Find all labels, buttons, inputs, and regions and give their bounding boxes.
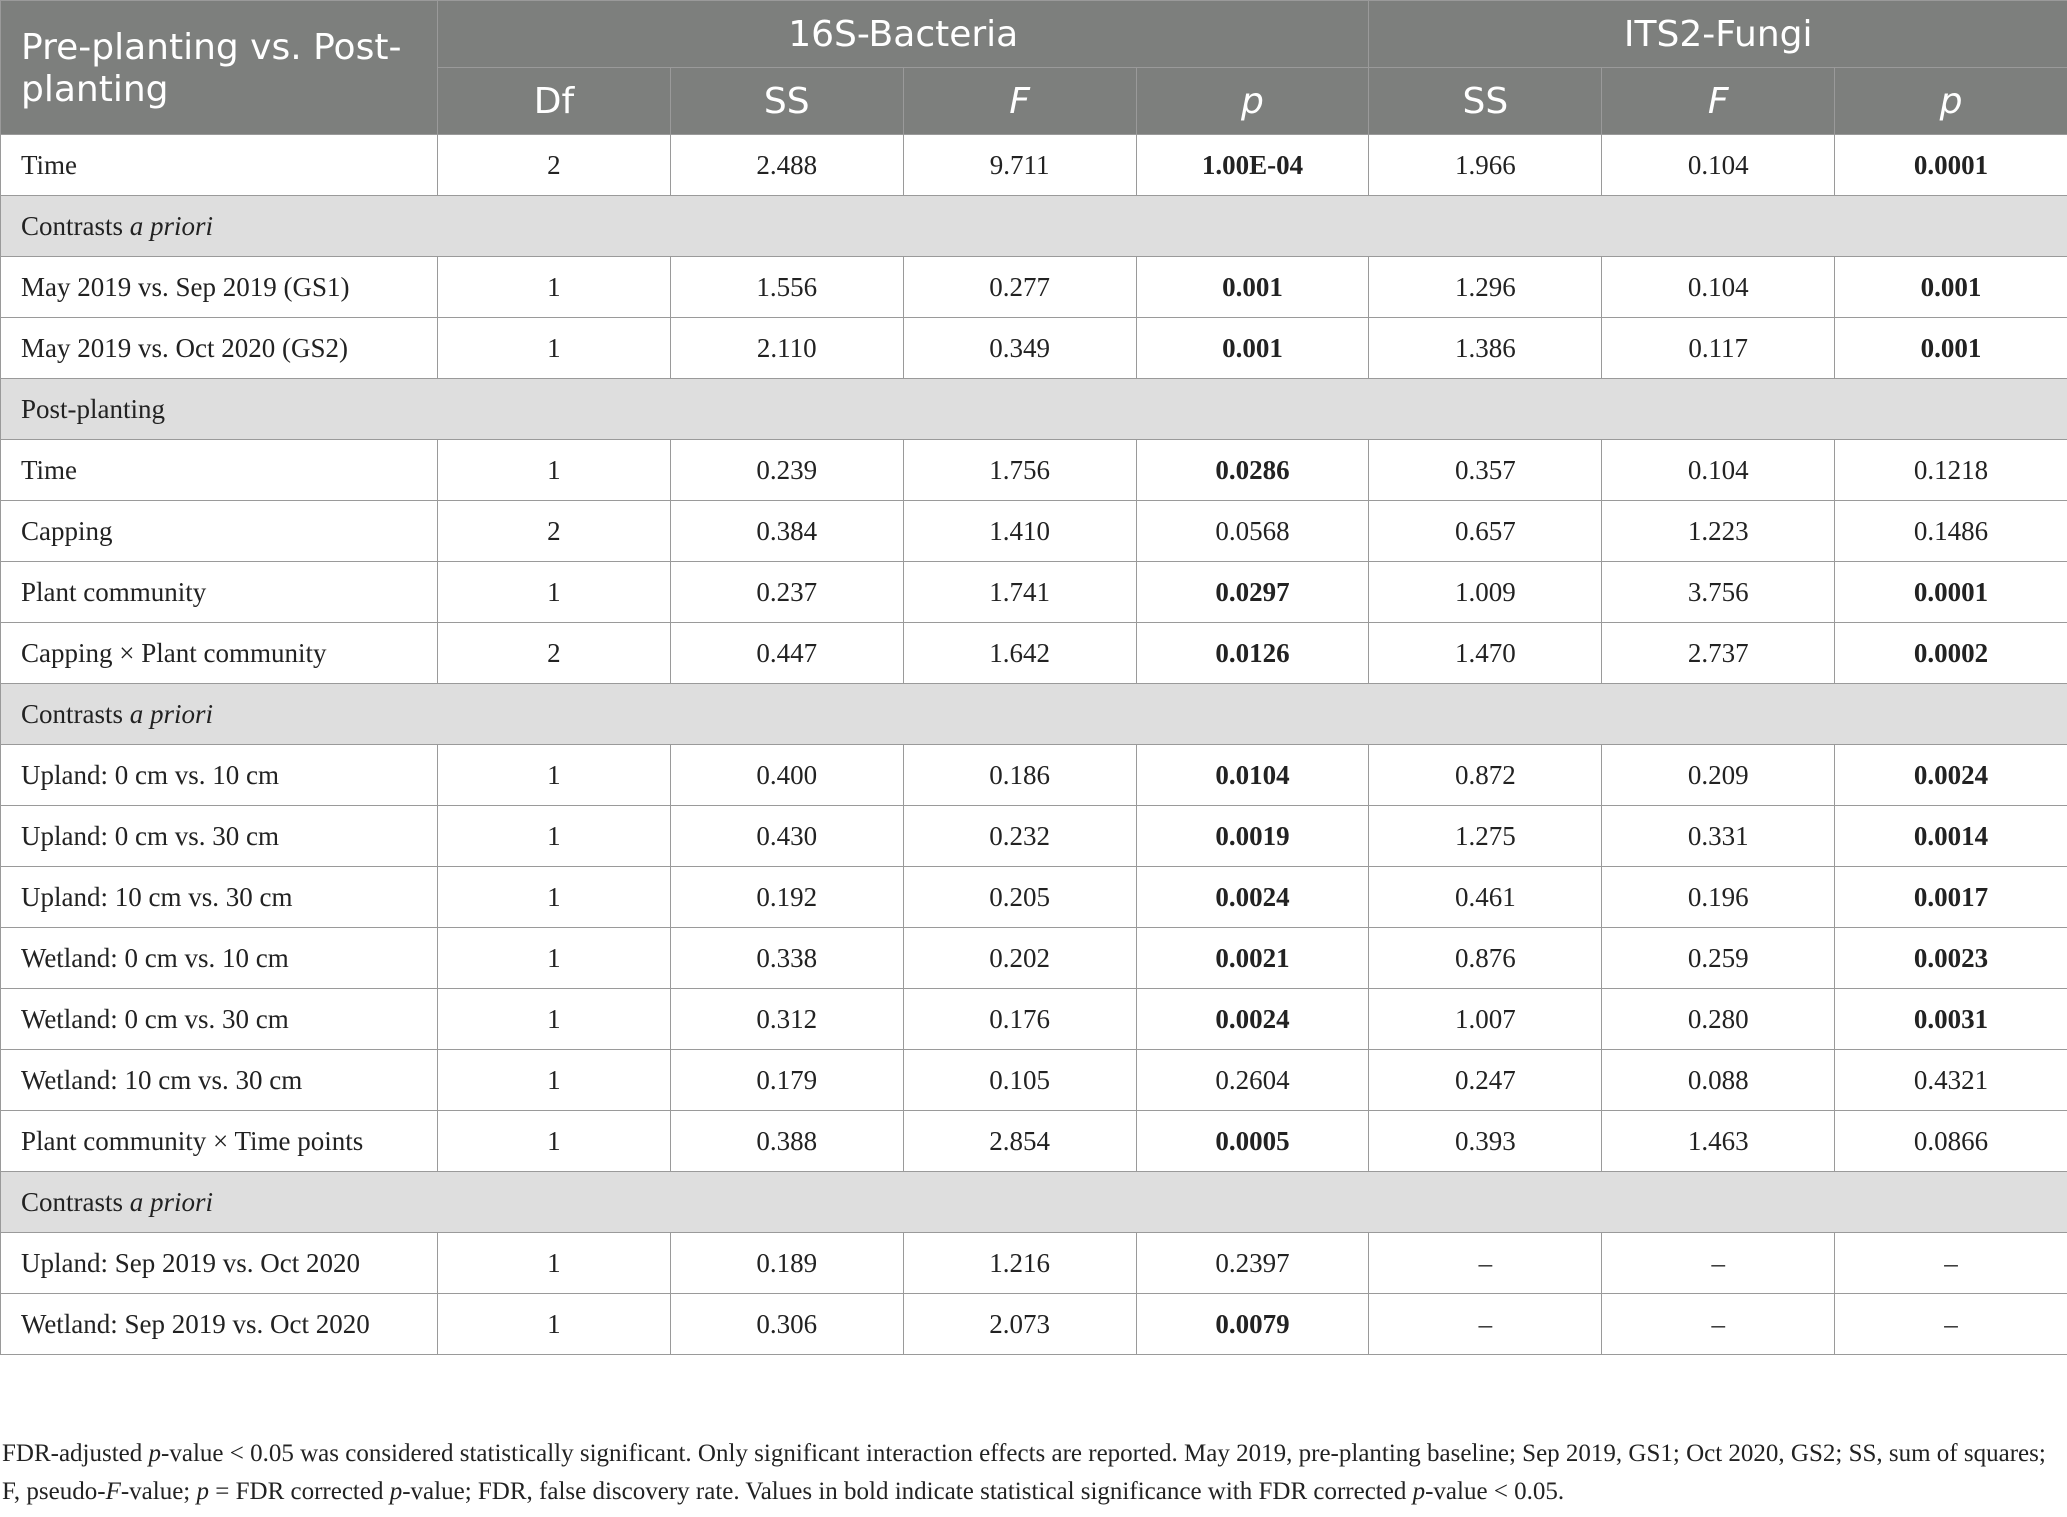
cell-p-fungi: 0.0024	[1835, 745, 2067, 806]
section-label-text: Contrasts	[21, 1186, 124, 1217]
cell-f-bacteria: 2.073	[903, 1294, 1136, 1355]
section-row-contrasts	[1, 1172, 2067, 1233]
cell-f-bacteria: 1.410	[903, 501, 1136, 562]
cell-f-bacteria: 0.105	[903, 1050, 1136, 1111]
cell-p-bacteria: 0.0568	[1136, 501, 1369, 562]
cell-f-bacteria: 9.711	[903, 135, 1136, 196]
cell-p-fungi: 0.0001	[1835, 135, 2067, 196]
cell-p-bacteria: 0.0297	[1136, 562, 1369, 623]
header-df: Df	[438, 68, 671, 135]
section-label: Post-planting	[1, 379, 2067, 440]
cell-p-bacteria: 0.0024	[1136, 989, 1369, 1050]
header-corner-line2: planting	[21, 69, 169, 110]
cell-ss-bacteria: 0.239	[670, 440, 903, 501]
table-row	[1, 1050, 2067, 1111]
cell-ss-bacteria: 0.384	[670, 501, 903, 562]
header-corner-cell	[1, 1, 438, 135]
cell-ss-bacteria: 0.192	[670, 867, 903, 928]
cell-ss-fungi: 1.386	[1369, 318, 1602, 379]
section-label-italic: a priori	[129, 1186, 214, 1217]
row-label: Time	[1, 440, 438, 501]
cell-f-fungi: 0.331	[1602, 806, 1835, 867]
row-label: Capping × Plant community	[1, 623, 438, 684]
cell-ss-fungi: 0.393	[1369, 1111, 1602, 1172]
footnote-text: -value; FDR, false discovery rate. Values in bold indicate statistical significance with FDR corrected	[402, 1478, 1413, 1505]
table-row	[1, 928, 2067, 989]
header-ss-bacteria: SS	[670, 68, 903, 135]
cell-p-fungi: 0.001	[1835, 318, 2067, 379]
row-label: May 2019 vs. Sep 2019 (GS1)	[1, 257, 438, 318]
cell-ss-bacteria: 0.447	[670, 623, 903, 684]
cell-f-fungi: 3.756	[1602, 562, 1835, 623]
cell-ss-fungi: –	[1369, 1294, 1602, 1355]
table-row	[1, 989, 2067, 1050]
cell-f-bacteria: 0.277	[903, 257, 1136, 318]
table-row	[1, 562, 2067, 623]
cell-f-fungi: 0.104	[1602, 135, 1835, 196]
footnote-italic: p	[1412, 1478, 1426, 1505]
cell-df: 1	[438, 1294, 671, 1355]
cell-df: 1	[438, 867, 671, 928]
cell-df: 2	[438, 623, 671, 684]
cell-ss-fungi: 1.275	[1369, 806, 1602, 867]
cell-ss-fungi: 0.461	[1369, 867, 1602, 928]
row-label: Wetland: Sep 2019 vs. Oct 2020	[1, 1294, 438, 1355]
footnote-italic: p	[389, 1478, 403, 1505]
cell-f-fungi: 0.280	[1602, 989, 1835, 1050]
cell-p-bacteria: 0.0104	[1136, 745, 1369, 806]
cell-p-bacteria: 0.0126	[1136, 623, 1369, 684]
table-footnote	[0, 1435, 2067, 1511]
cell-df: 1	[438, 1050, 671, 1111]
section-row-contrasts	[1, 684, 2067, 745]
cell-df: 1	[438, 745, 671, 806]
footnote-italic: p	[196, 1478, 210, 1505]
section-label	[1, 1172, 2067, 1233]
section-row-contrasts	[1, 196, 2067, 257]
table-body	[1, 135, 2067, 1355]
cell-f-bacteria: 1.216	[903, 1233, 1136, 1294]
cell-ss-fungi: –	[1369, 1233, 1602, 1294]
cell-ss-bacteria: 2.488	[670, 135, 903, 196]
cell-ss-fungi: 0.357	[1369, 440, 1602, 501]
cell-df: 1	[438, 1111, 671, 1172]
cell-ss-bacteria: 0.388	[670, 1111, 903, 1172]
table-row	[1, 440, 2067, 501]
cell-df: 1	[438, 257, 671, 318]
cell-p-bacteria: 0.0079	[1136, 1294, 1369, 1355]
cell-p-fungi: 0.1218	[1835, 440, 2067, 501]
cell-f-fungi: 2.737	[1602, 623, 1835, 684]
section-label-text: Contrasts	[21, 698, 124, 729]
cell-f-fungi: 0.259	[1602, 928, 1835, 989]
cell-ss-bacteria: 1.556	[670, 257, 903, 318]
section-label	[1, 196, 2067, 257]
cell-p-bacteria: 0.2604	[1136, 1050, 1369, 1111]
cell-f-bacteria: 2.854	[903, 1111, 1136, 1172]
footnote-text: = FDR corrected	[209, 1478, 390, 1505]
cell-ss-fungi: 1.009	[1369, 562, 1602, 623]
cell-df: 1	[438, 989, 671, 1050]
cell-ss-bacteria: 0.189	[670, 1233, 903, 1294]
cell-p-bacteria: 0.0024	[1136, 867, 1369, 928]
table-row	[1, 623, 2067, 684]
section-row-post-planting	[1, 379, 2067, 440]
cell-p-fungi: –	[1835, 1233, 2067, 1294]
cell-f-bacteria: 1.741	[903, 562, 1136, 623]
cell-f-bacteria: 1.756	[903, 440, 1136, 501]
header-f-fungi: F	[1602, 68, 1835, 135]
footnote-text: -value < 0.05.	[1425, 1478, 1565, 1505]
cell-ss-fungi: 1.470	[1369, 623, 1602, 684]
row-label: Upland: Sep 2019 vs. Oct 2020	[1, 1233, 438, 1294]
cell-ss-bacteria: 0.400	[670, 745, 903, 806]
table-row	[1, 318, 2067, 379]
table-row	[1, 806, 2067, 867]
cell-p-fungi: 0.0031	[1835, 989, 2067, 1050]
cell-f-fungi: 0.088	[1602, 1050, 1835, 1111]
row-label: Capping	[1, 501, 438, 562]
table-row	[1, 745, 2067, 806]
cell-df: 1	[438, 928, 671, 989]
table-row	[1, 257, 2067, 318]
table-row	[1, 135, 2067, 196]
header-group-bacteria: 16S-Bacteria	[438, 1, 1369, 68]
table-row	[1, 867, 2067, 928]
cell-p-bacteria: 0.2397	[1136, 1233, 1369, 1294]
row-label: Upland: 0 cm vs. 30 cm	[1, 806, 438, 867]
cell-p-bacteria: 1.00E-04	[1136, 135, 1369, 196]
table-row	[1, 1294, 2067, 1355]
cell-ss-fungi: 0.876	[1369, 928, 1602, 989]
cell-f-bacteria: 0.186	[903, 745, 1136, 806]
cell-f-bacteria: 1.642	[903, 623, 1136, 684]
table-row	[1, 1233, 2067, 1294]
cell-ss-fungi: 1.966	[1369, 135, 1602, 196]
cell-p-bacteria: 0.0019	[1136, 806, 1369, 867]
row-label: Upland: 0 cm vs. 10 cm	[1, 745, 438, 806]
cell-df: 2	[438, 501, 671, 562]
row-label: Upland: 10 cm vs. 30 cm	[1, 867, 438, 928]
cell-ss-fungi: 1.007	[1369, 989, 1602, 1050]
cell-f-bacteria: 0.205	[903, 867, 1136, 928]
header-p-bacteria: p	[1136, 68, 1369, 135]
cell-f-fungi: –	[1602, 1294, 1835, 1355]
cell-f-fungi: 0.196	[1602, 867, 1835, 928]
footnote-text: FDR-adjusted	[2, 1440, 149, 1467]
cell-p-fungi: 0.1486	[1835, 501, 2067, 562]
cell-ss-bacteria: 0.338	[670, 928, 903, 989]
cell-p-fungi: 0.001	[1835, 257, 2067, 318]
cell-f-fungi: 1.223	[1602, 501, 1835, 562]
header-group-fungi: ITS2-Fungi	[1369, 1, 2067, 68]
cell-p-fungi: 0.4321	[1835, 1050, 2067, 1111]
cell-f-bacteria: 0.232	[903, 806, 1136, 867]
row-label: Wetland: 0 cm vs. 30 cm	[1, 989, 438, 1050]
cell-ss-bacteria: 0.430	[670, 806, 903, 867]
header-p-fungi: p	[1835, 68, 2067, 135]
section-label-italic: a priori	[129, 698, 214, 729]
row-label: Plant community × Time points	[1, 1111, 438, 1172]
cell-df: 1	[438, 806, 671, 867]
cell-p-bacteria: 0.001	[1136, 318, 1369, 379]
cell-f-fungi: 0.104	[1602, 257, 1835, 318]
section-label	[1, 684, 2067, 745]
cell-df: 1	[438, 318, 671, 379]
cell-f-bacteria: 0.176	[903, 989, 1136, 1050]
cell-ss-bacteria: 0.237	[670, 562, 903, 623]
section-label-text: Contrasts	[21, 210, 124, 241]
row-label: Wetland: 0 cm vs. 10 cm	[1, 928, 438, 989]
footnote-text: -value < 0.05 was considered statistically significant. Only significant interaction effects are reported. May 2019, pre-planting baseline; Sep 2019, GS1; Oct 2020, GS2; SS, sum of squares; F, pseudo-	[2, 1440, 2046, 1505]
cell-ss-fungi: 0.247	[1369, 1050, 1602, 1111]
cell-p-bacteria: 0.0005	[1136, 1111, 1369, 1172]
cell-f-fungi: 0.104	[1602, 440, 1835, 501]
cell-f-bacteria: 0.202	[903, 928, 1136, 989]
cell-ss-fungi: 0.657	[1369, 501, 1602, 562]
cell-p-fungi: 0.0017	[1835, 867, 2067, 928]
header-corner-line1: Pre-planting vs. Post-	[21, 27, 402, 68]
header-ss-fungi: SS	[1369, 68, 1602, 135]
cell-df: 2	[438, 135, 671, 196]
cell-ss-bacteria: 0.312	[670, 989, 903, 1050]
table-header	[1, 1, 2067, 135]
footnote-italic: F	[105, 1478, 121, 1505]
table-row	[1, 501, 2067, 562]
row-label: Time	[1, 135, 438, 196]
table-row	[1, 1111, 2067, 1172]
cell-ss-bacteria: 0.306	[670, 1294, 903, 1355]
cell-ss-fungi: 1.296	[1369, 257, 1602, 318]
cell-p-fungi: 0.0001	[1835, 562, 2067, 623]
header-f-bacteria: F	[903, 68, 1136, 135]
cell-p-bacteria: 0.0021	[1136, 928, 1369, 989]
cell-p-fungi: 0.0002	[1835, 623, 2067, 684]
cell-df: 1	[438, 1233, 671, 1294]
cell-p-fungi: –	[1835, 1294, 2067, 1355]
row-label: May 2019 vs. Oct 2020 (GS2)	[1, 318, 438, 379]
row-label: Wetland: 10 cm vs. 30 cm	[1, 1050, 438, 1111]
section-label-italic: a priori	[129, 210, 214, 241]
cell-p-fungi: 0.0866	[1835, 1111, 2067, 1172]
cell-df: 1	[438, 562, 671, 623]
cell-p-fungi: 0.0023	[1835, 928, 2067, 989]
cell-p-fungi: 0.0014	[1835, 806, 2067, 867]
row-label: Plant community	[1, 562, 438, 623]
cell-p-bacteria: 0.001	[1136, 257, 1369, 318]
cell-f-fungi: 1.463	[1602, 1111, 1835, 1172]
cell-df: 1	[438, 440, 671, 501]
cell-ss-bacteria: 2.110	[670, 318, 903, 379]
cell-f-fungi: 0.117	[1602, 318, 1835, 379]
footnote-italic: p	[148, 1440, 162, 1467]
cell-ss-bacteria: 0.179	[670, 1050, 903, 1111]
footnote-text: -value;	[120, 1478, 197, 1505]
cell-f-fungi: 0.209	[1602, 745, 1835, 806]
cell-f-fungi: –	[1602, 1233, 1835, 1294]
cell-ss-fungi: 0.872	[1369, 745, 1602, 806]
cell-p-bacteria: 0.0286	[1136, 440, 1369, 501]
cell-f-bacteria: 0.349	[903, 318, 1136, 379]
